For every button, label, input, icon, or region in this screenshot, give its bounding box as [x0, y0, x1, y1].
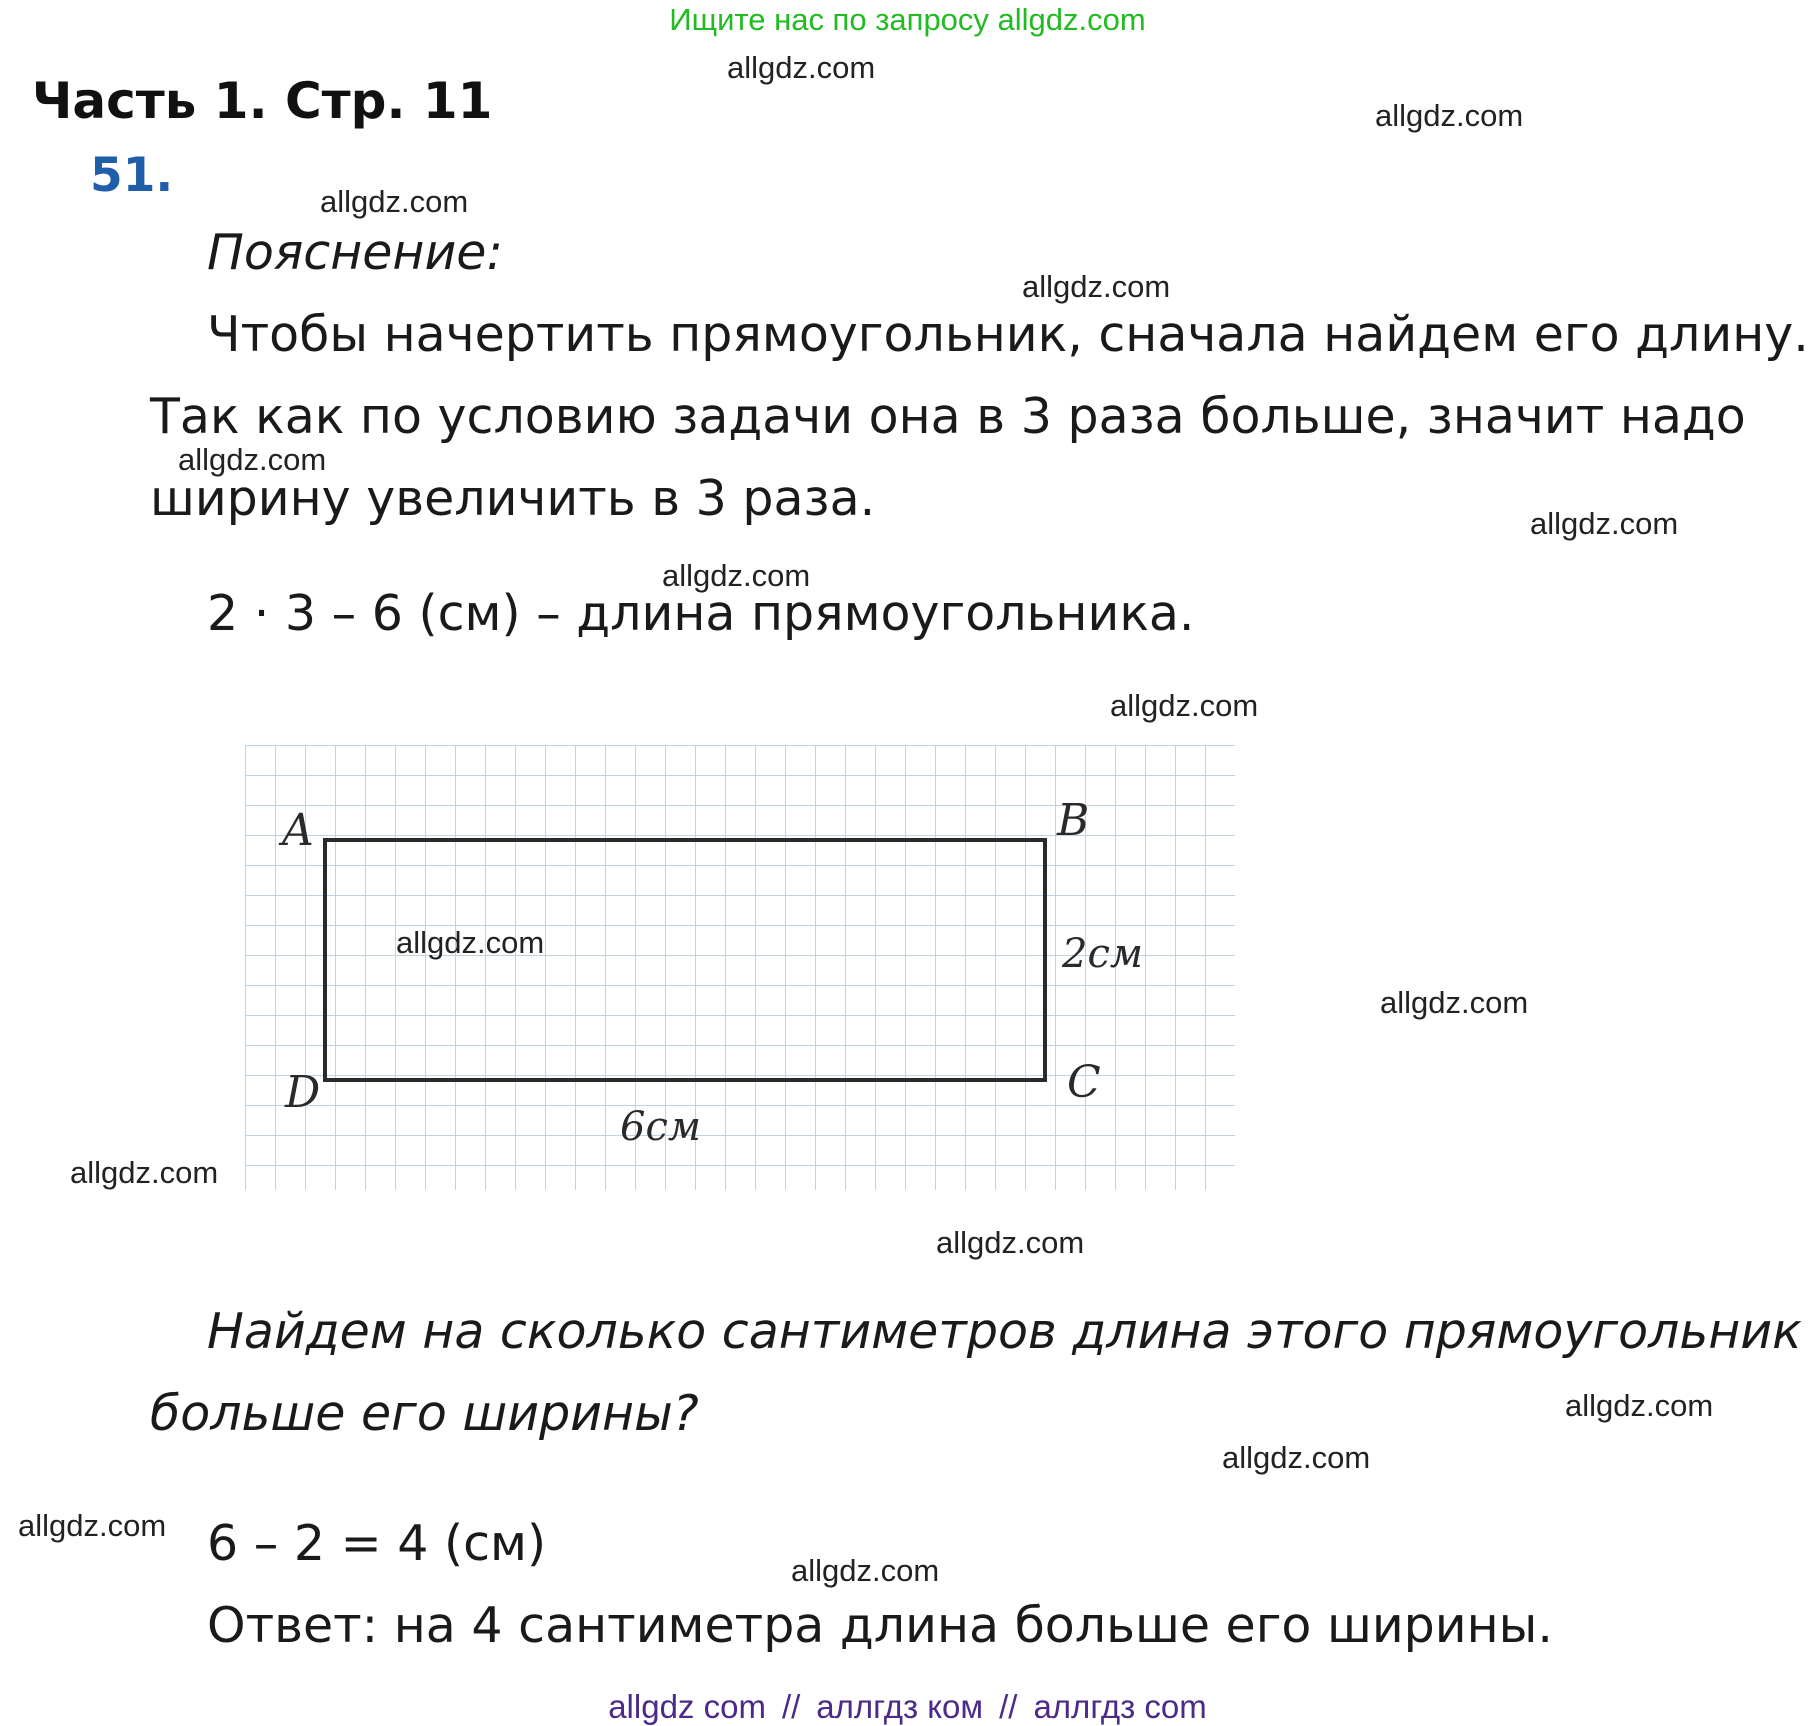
watermark: allgdz.com	[936, 1225, 1085, 1260]
calculation-difference: 6 – 2 = 4 (см)	[207, 1515, 547, 1572]
task-number: 51.	[90, 148, 174, 203]
watermark: allgdz.com	[1380, 985, 1529, 1020]
watermark: allgdz.com	[1565, 1388, 1714, 1423]
page-title: Часть 1. Стр. 11	[32, 72, 493, 130]
side-dc-label: 6см	[620, 1104, 702, 1150]
side-bc-label: 2см	[1062, 931, 1144, 977]
explanation-label: Пояснение:	[207, 224, 503, 281]
watermark: allgdz.com	[396, 925, 545, 960]
question-line-2: больше его ширины?	[150, 1385, 699, 1442]
footer-link-3[interactable]: аллгдз com	[1033, 1688, 1207, 1725]
vertex-a-label: A	[282, 805, 314, 856]
paragraph-line-1: Чтобы начертить прямоугольник, сначала найдем его длину.	[207, 306, 1809, 363]
footer-link-1[interactable]: allgdz com	[608, 1688, 766, 1725]
watermark: allgdz.com	[662, 558, 811, 593]
watermark: allgdz.com	[70, 1155, 219, 1190]
vertex-b-label: B	[1057, 795, 1090, 846]
top-banner: Ищите нас по запросу allgdz.com	[669, 2, 1146, 37]
footer-link-2[interactable]: аллгдз ком	[816, 1688, 984, 1725]
watermark: allgdz.com	[1530, 506, 1679, 541]
watermark: allgdz.com	[178, 442, 327, 477]
footer-separator: //	[781, 1688, 801, 1725]
watermark: allgdz.com	[1222, 1440, 1371, 1475]
vertex-c-label: C	[1067, 1057, 1101, 1108]
answer-text: Ответ: на 4 сантиметра длина больше его ширины.	[207, 1597, 1553, 1654]
watermark: allgdz.com	[791, 1553, 940, 1588]
question-line-1: Найдем на сколько сантиметров длина этого прямоугольник	[207, 1303, 1802, 1360]
footer	[0, 1688, 1815, 1726]
watermark: allgdz.com	[1375, 98, 1524, 133]
watermark: allgdz.com	[727, 50, 876, 85]
watermark: allgdz.com	[18, 1508, 167, 1543]
paragraph-line-2: Так как по условию задачи она в 3 раза больше, значит надо	[150, 388, 1746, 445]
calculation-length: 2 · 3 – 6 (см) – длина прямоугольника.	[207, 585, 1195, 642]
watermark: allgdz.com	[320, 184, 469, 219]
watermark: allgdz.com	[1110, 688, 1259, 723]
vertex-d-label: D	[285, 1067, 321, 1118]
paragraph-line-3: ширину увеличить в 3 раза.	[150, 470, 876, 527]
footer-separator: //	[999, 1688, 1018, 1725]
rectangle-drawing	[245, 745, 1235, 1190]
watermark: allgdz.com	[1022, 269, 1171, 304]
